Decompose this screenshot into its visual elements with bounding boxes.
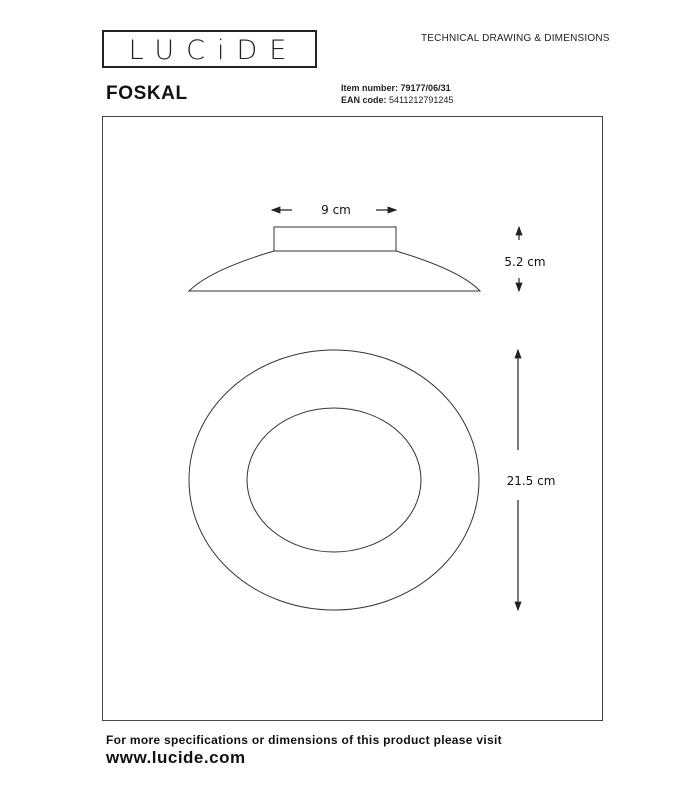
lamp-shade-side bbox=[189, 251, 480, 291]
mount-base bbox=[274, 227, 396, 251]
item-number-label: Item number: bbox=[341, 83, 399, 93]
height-label: 5.2 cm bbox=[504, 255, 546, 269]
shade-inner-ring bbox=[247, 408, 421, 552]
item-number-value: 79177/06/31 bbox=[400, 83, 451, 93]
footer-note: For more specifications or dimensions of this product please visit bbox=[106, 733, 502, 747]
ean-value: 5411212791245 bbox=[389, 95, 454, 105]
ean-label: EAN code: bbox=[341, 95, 387, 105]
document-type: TECHNICAL DRAWING & DIMENSIONS bbox=[421, 33, 610, 44]
logo-wordmark: LUCiDE bbox=[128, 35, 299, 66]
product-name: FOSKAL bbox=[106, 83, 188, 104]
width-label: 9 cm bbox=[321, 203, 351, 217]
website-link[interactable]: www.lucide.com bbox=[106, 748, 246, 767]
shade-outer-ring bbox=[189, 350, 479, 610]
diameter-label: 21.5 cm bbox=[506, 474, 556, 488]
